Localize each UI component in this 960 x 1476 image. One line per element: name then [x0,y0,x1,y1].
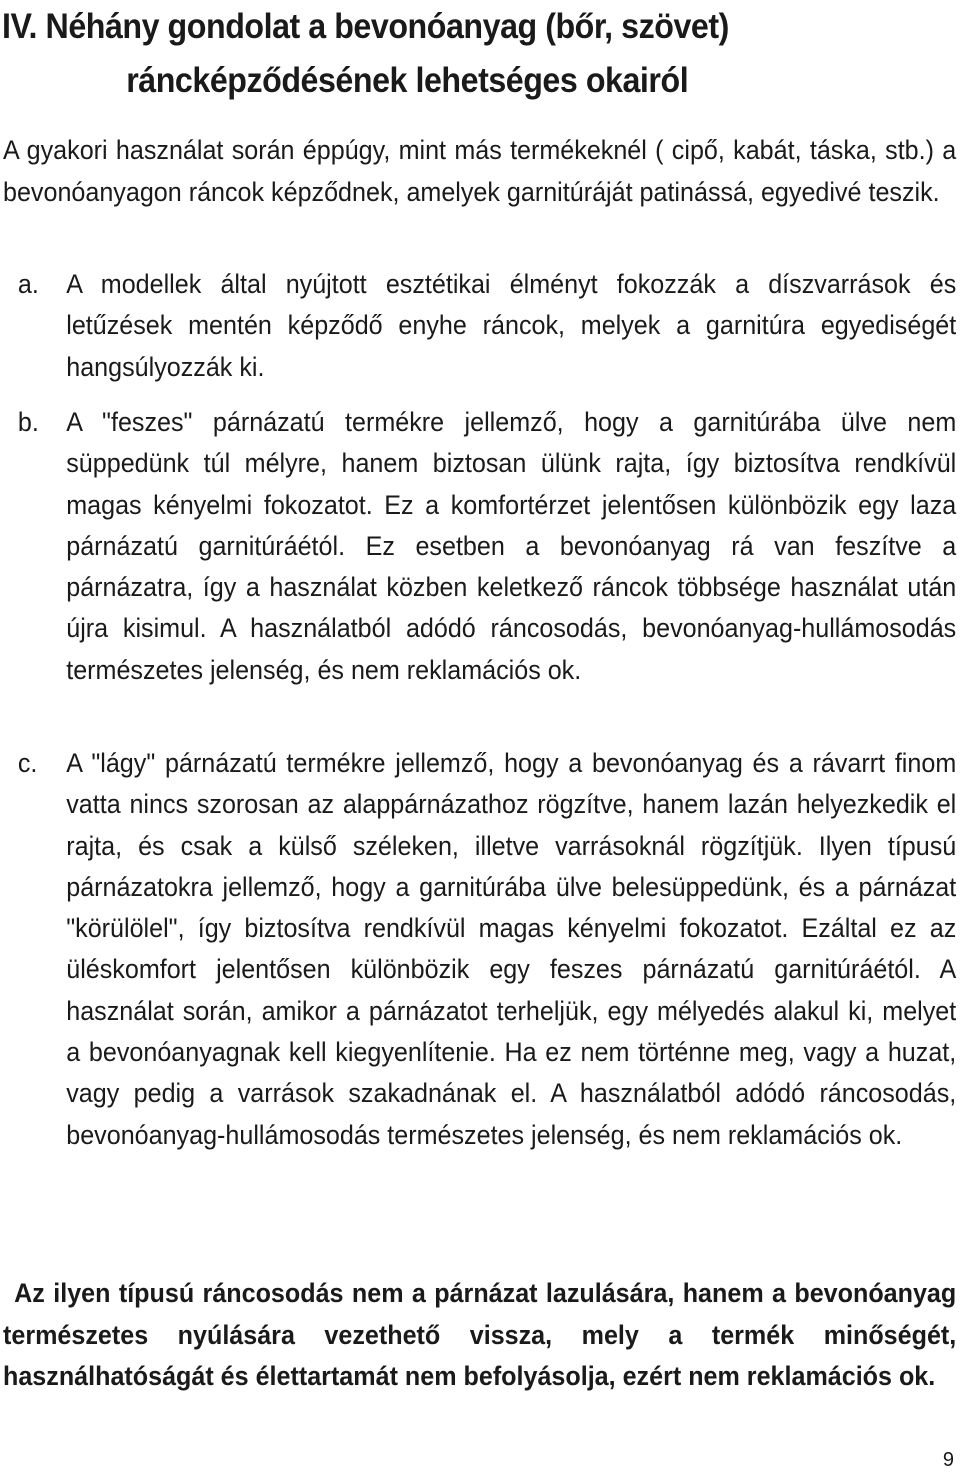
heading-line-1: IV. Néhány gondolat a bevonóanyag (bőr, szövet) [2,7,729,46]
heading-line-2: ráncképződésének lehetséges okairól [126,61,689,100]
list-item-text: A modellek által nyújtott esztétikai élményt fokozzák a díszvarrások és letűzések mentén képződő enyhe ráncok, melyek a garnitúra egyediségét hangsúlyozzák ki. [66,269,957,382]
conclusion-paragraph: Az ilyen típusú ráncosodás nem a párnázat lazulására, hanem a bevonóanyag természetes nyúlására vezethető vissza, mely a termék minőségét, használhatóságát és élettartamát nem befolyásolja, ezért nem reklamációs ok. [3,1278,957,1391]
list-item-text: A "feszes" párnázatú termékre jellemző, hogy a garnitúrába ülve nem süppedünk túl mélyre, hanem biztosan ülünk rajta, így biztosítva rendkívül magas kényelmi fokozatot. Ez a komfortérzet jelentősen különbözik egy laza párnázatú garnitúráétól. Ez esetben a bevonóanyag rá van feszítve a párnázatra, így a használat közben keletkező ráncok többsége használat után újra kisimul. A használatból adódó ráncosodás, bevonóanyag-hullámosodás természetes jelenség, és nem reklamációs ok. [66,407,957,685]
list-marker: a. [17,269,39,299]
list-marker: b. [17,407,39,437]
intro-paragraph: A gyakori használat során éppúgy, mint más termékeknél ( cipő, kabát, táska, stb.) a bevonóanyagon ráncok képződnek, amelyek garnitúráját patinássá, egyedivé teszik. [3,135,957,207]
list-item-b [3,402,956,691]
list-marker: c. [17,748,38,778]
page-number: 9 [942,1449,954,1471]
list-item-text: A "lágy" párnázatú termékre jellemző, hogy a bevonóanyag és a rávarrt finom vatta nincs szorosan az alappárnázathoz rögzítve, hanem lazán helyezkedik el rajta, és csak a külső széleken, illetve varrásoknál rögzítjük. Ilyen típusú párnázatokra jellemző, hogy a garnitúrába ülve belesüppedünk, és a párnázat "körülölel", így biztosítva rendkívül magas kényelmi fokozatot. Ezáltal ez az üléskomfort jelentősen különbözik egy feszes párnázatú garnitúráétól. A használat során, amikor a párnázatot terheljük, egy mélyedés alakul ki, melyet a bevonóanyagnak kell kiegyenlítenie. Ha ez nem történne meg, vagy a huzat, vagy pedig a varrások szakadnának el. A használatból adódó ráncosodás, bevonóanyag-hullámosodás természetes jelenség, és nem reklamációs ok. [66,748,957,1150]
section-heading [2,0,867,108]
list-item-c [3,743,956,1156]
list-item-a [3,264,956,388]
